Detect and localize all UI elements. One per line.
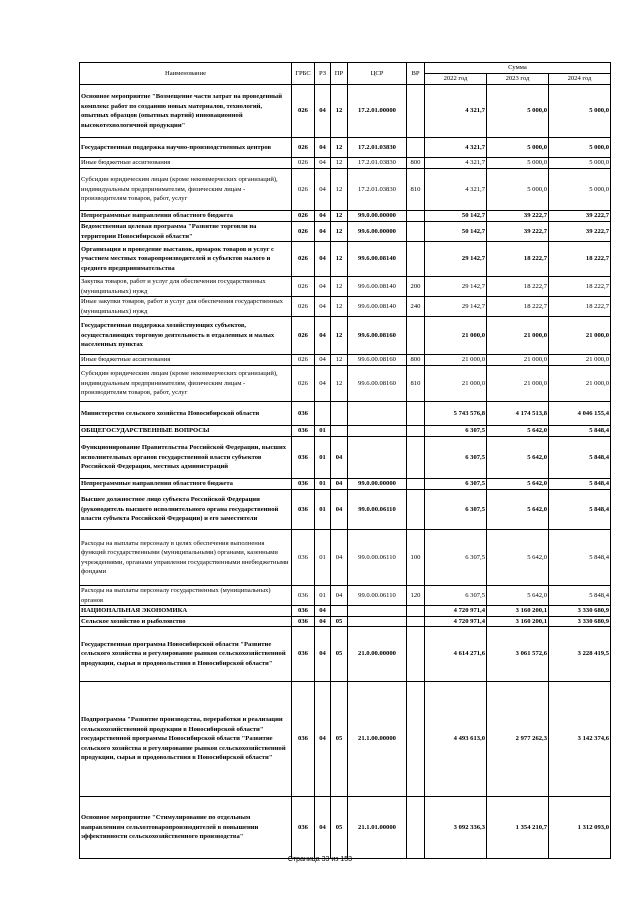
row-csr: 21.1.00.00000 — [348, 682, 407, 797]
row-rz: 04 — [315, 797, 331, 859]
row-sum-2024: 3 228 419,5 — [549, 627, 611, 682]
row-sum-2023: 5 000,0 — [487, 169, 549, 211]
row-grbs: 036 — [292, 606, 315, 617]
row-pr: 12 — [331, 297, 348, 317]
row-name: Функционирование Правительства Российской Федерации, высших исполнительных органов государственной власти субъектов Российской Федерации, местных администраций — [80, 437, 292, 479]
row-sum-2022: 21 000,0 — [425, 366, 487, 402]
row-rz: 04 — [315, 627, 331, 682]
row-pr: 12 — [331, 222, 348, 242]
row-csr — [348, 437, 407, 479]
row-grbs: 026 — [292, 242, 315, 277]
row-vr — [407, 682, 425, 797]
row-pr: 04 — [331, 530, 348, 586]
row-pr: 12 — [331, 242, 348, 277]
row-name: Субсидии юридическим лицам (кроме некоммерческих организаций), индивидуальным предпринимателям, физическим лицам - производителям товаров, работ, услуг — [80, 366, 292, 402]
row-sum-2022: 6 307,5 — [425, 437, 487, 479]
table-row — [80, 682, 611, 797]
row-sum-2023: 39 222,7 — [487, 222, 549, 242]
row-rz — [315, 402, 331, 426]
row-grbs: 036 — [292, 682, 315, 797]
table-header — [80, 63, 611, 85]
row-name: Сельское хозяйство и рыболовство — [80, 616, 292, 627]
row-pr: 12 — [331, 85, 348, 138]
row-rz: 04 — [315, 355, 331, 366]
row-grbs: 036 — [292, 490, 315, 530]
row-rz: 04 — [315, 169, 331, 211]
row-sum-2023: 5 642,0 — [487, 437, 549, 479]
row-vr — [407, 211, 425, 222]
row-name: ОБЩЕГОСУДАРСТВЕННЫЕ ВОПРОСЫ — [80, 426, 292, 437]
row-name: НАЦИОНАЛЬНАЯ ЭКОНОМИКА — [80, 606, 292, 617]
row-csr: 99.6.00.08160 — [348, 355, 407, 366]
budget-table — [79, 62, 611, 859]
page-number: Страница 33 из 153 — [287, 856, 353, 863]
row-csr — [348, 426, 407, 437]
row-sum-2024: 3 330 680,9 — [549, 616, 611, 627]
row-vr: 800 — [407, 158, 425, 169]
header-year-2023: 2023 год — [487, 74, 549, 85]
table-row — [80, 211, 611, 222]
header-name: Наименование — [80, 63, 292, 85]
header-year-2024: 2024 год — [549, 74, 611, 85]
row-rz: 01 — [315, 586, 331, 606]
row-sum-2023: 3 160 200,1 — [487, 616, 549, 627]
row-vr — [407, 222, 425, 242]
row-sum-2023: 21 000,0 — [487, 317, 549, 355]
row-rz: 04 — [315, 211, 331, 222]
header-sum: Сумма — [425, 63, 611, 74]
row-grbs: 036 — [292, 479, 315, 490]
row-sum-2023: 21 000,0 — [487, 366, 549, 402]
row-rz: 04 — [315, 158, 331, 169]
row-name: Непрограммные направления областного бюджета — [80, 479, 292, 490]
row-csr: 99.6.00.08140 — [348, 297, 407, 317]
row-sum-2024: 5 848,4 — [549, 490, 611, 530]
row-rz: 04 — [315, 616, 331, 627]
row-vr: 800 — [407, 355, 425, 366]
row-pr: 05 — [331, 616, 348, 627]
row-sum-2024: 5 848,4 — [549, 530, 611, 586]
row-sum-2023: 3 061 572,6 — [487, 627, 549, 682]
row-grbs: 026 — [292, 277, 315, 297]
table-row — [80, 402, 611, 426]
row-csr: 99.6.00.08140 — [348, 277, 407, 297]
row-sum-2022: 6 307,5 — [425, 530, 487, 586]
row-sum-2022: 5 743 576,8 — [425, 402, 487, 426]
row-sum-2024: 5 848,4 — [549, 586, 611, 606]
row-csr: 17.2.01.00000 — [348, 85, 407, 138]
row-sum-2024: 5 848,4 — [549, 437, 611, 479]
row-sum-2024: 5 848,4 — [549, 426, 611, 437]
row-sum-2024: 3 330 680,9 — [549, 606, 611, 617]
row-csr: 99.6.00.08160 — [348, 366, 407, 402]
row-vr — [407, 242, 425, 277]
row-name: Ведомственная целевая программа "Развитие торговли на территории Новосибирской области" — [80, 222, 292, 242]
table-row — [80, 530, 611, 586]
row-sum-2022: 50 142,7 — [425, 211, 487, 222]
table-row — [80, 437, 611, 479]
row-name: Государственная поддержка научно-производственных центров — [80, 138, 292, 158]
row-sum-2022: 29 142,7 — [425, 297, 487, 317]
row-sum-2024: 18 222,7 — [549, 297, 611, 317]
row-name: Расходы на выплаты персоналу государственных (муниципальных) органов — [80, 586, 292, 606]
row-pr: 04 — [331, 437, 348, 479]
row-sum-2022: 50 142,7 — [425, 222, 487, 242]
row-pr: 12 — [331, 317, 348, 355]
row-csr: 99.0.00.06110 — [348, 586, 407, 606]
row-sum-2022: 29 142,7 — [425, 242, 487, 277]
row-rz: 04 — [315, 138, 331, 158]
row-rz: 04 — [315, 682, 331, 797]
row-rz: 04 — [315, 317, 331, 355]
row-rz: 04 — [315, 366, 331, 402]
row-sum-2022: 4 321,7 — [425, 169, 487, 211]
row-name: Закупка товаров, работ и услуг для обеспечения государственных (муниципальных) нужд — [80, 277, 292, 297]
row-sum-2024: 1 312 093,0 — [549, 797, 611, 859]
row-vr: 120 — [407, 586, 425, 606]
row-csr: 99.0.00.00000 — [348, 211, 407, 222]
table-row — [80, 297, 611, 317]
row-csr: 99.0.00.06110 — [348, 530, 407, 586]
row-rz: 01 — [315, 530, 331, 586]
row-sum-2022: 3 092 336,3 — [425, 797, 487, 859]
row-sum-2022: 4 720 971,4 — [425, 616, 487, 627]
row-pr — [331, 426, 348, 437]
table-row — [80, 797, 611, 859]
header-pr: ПР — [331, 63, 348, 85]
row-grbs: 036 — [292, 616, 315, 627]
row-rz: 04 — [315, 242, 331, 277]
row-csr: 99.0.00.06110 — [348, 490, 407, 530]
row-grbs: 026 — [292, 85, 315, 138]
row-name: Непрограммные направления областного бюджета — [80, 211, 292, 222]
row-grbs: 026 — [292, 169, 315, 211]
row-vr — [407, 138, 425, 158]
row-sum-2024: 18 222,7 — [549, 277, 611, 297]
row-vr — [407, 797, 425, 859]
row-sum-2024: 39 222,7 — [549, 222, 611, 242]
row-vr — [407, 437, 425, 479]
row-vr — [407, 606, 425, 617]
row-sum-2023: 5 000,0 — [487, 85, 549, 138]
row-csr: 17.2.01.03830 — [348, 169, 407, 211]
row-sum-2023: 5 000,0 — [487, 138, 549, 158]
row-pr — [331, 402, 348, 426]
row-pr: 05 — [331, 627, 348, 682]
row-csr — [348, 402, 407, 426]
row-name: Иные бюджетные ассигнования — [80, 355, 292, 366]
row-sum-2023: 21 000,0 — [487, 355, 549, 366]
row-sum-2023: 2 977 262,3 — [487, 682, 549, 797]
row-rz: 01 — [315, 490, 331, 530]
header-grbs: ГРБС — [292, 63, 315, 85]
row-sum-2024: 5 000,0 — [549, 169, 611, 211]
row-vr: 200 — [407, 277, 425, 297]
row-vr — [407, 616, 425, 627]
row-sum-2024: 21 000,0 — [549, 317, 611, 355]
row-vr: 240 — [407, 297, 425, 317]
row-sum-2023: 3 160 200,1 — [487, 606, 549, 617]
row-name: Иные бюджетные ассигнования — [80, 158, 292, 169]
row-vr: 810 — [407, 169, 425, 211]
row-grbs: 026 — [292, 158, 315, 169]
row-rz: 04 — [315, 85, 331, 138]
row-sum-2024: 39 222,7 — [549, 211, 611, 222]
table-row — [80, 138, 611, 158]
table-row — [80, 616, 611, 627]
row-sum-2022: 4 493 613,0 — [425, 682, 487, 797]
row-sum-2022: 4 321,7 — [425, 138, 487, 158]
row-grbs: 026 — [292, 355, 315, 366]
row-grbs: 036 — [292, 586, 315, 606]
row-pr: 05 — [331, 797, 348, 859]
row-sum-2022: 6 307,5 — [425, 586, 487, 606]
row-csr: 21.0.00.00000 — [348, 627, 407, 682]
row-rz: 04 — [315, 277, 331, 297]
row-csr: 99.6.00.00000 — [348, 222, 407, 242]
row-csr: 99.6.00.08140 — [348, 242, 407, 277]
row-pr: 12 — [331, 169, 348, 211]
row-name: Высшее должностное лицо субъекта Российской Федерации (руководитель высшего исполнительного органа государственной власти субъекта Российской Федерации) и его заместители — [80, 490, 292, 530]
row-pr: 12 — [331, 158, 348, 169]
table-row — [80, 479, 611, 490]
row-pr: 12 — [331, 355, 348, 366]
row-name: Основное мероприятие "Стимулирование по отдельным направлениям сельхозтоваропроизводителей в повышении эффективности сельскохозяйственного производства" — [80, 797, 292, 859]
table-row — [80, 242, 611, 277]
row-sum-2023: 5 642,0 — [487, 426, 549, 437]
table-row — [80, 277, 611, 297]
row-pr: 12 — [331, 366, 348, 402]
row-rz: 01 — [315, 479, 331, 490]
table-row — [80, 355, 611, 366]
row-sum-2022: 21 000,0 — [425, 355, 487, 366]
table-row — [80, 586, 611, 606]
row-sum-2023: 1 354 210,7 — [487, 797, 549, 859]
table-row — [80, 317, 611, 355]
row-grbs: 026 — [292, 297, 315, 317]
row-csr: 17.2.01.03830 — [348, 138, 407, 158]
row-sum-2023: 5 642,0 — [487, 490, 549, 530]
table-row — [80, 85, 611, 138]
row-rz: 01 — [315, 426, 331, 437]
table-row — [80, 426, 611, 437]
table-row — [80, 169, 611, 211]
row-sum-2023: 18 222,7 — [487, 277, 549, 297]
row-vr — [407, 627, 425, 682]
row-name: Подпрограмма "Развитие производства, переработки и реализации сельскохозяйственной продукции в Новосибирской области" государственной программы Новосибирской области "Развитие сельского хозяйства и регулирование рынков сельскохозяйственной продукции, сырья и продовольствия в Новосибирской области" — [80, 682, 292, 797]
row-grbs: 026 — [292, 317, 315, 355]
row-sum-2023: 5 642,0 — [487, 586, 549, 606]
row-pr: 12 — [331, 211, 348, 222]
row-rz: 04 — [315, 606, 331, 617]
row-name: Основное мероприятие "Возмещение части затрат на проведенный комплекс работ по созданию новых материалов, технологий, опытных образцов (опытных партий) инновационной высокотехнологичной продукции" — [80, 85, 292, 138]
header-vr: ВР — [407, 63, 425, 85]
row-sum-2022: 29 142,7 — [425, 277, 487, 297]
row-grbs: 036 — [292, 627, 315, 682]
row-pr — [331, 606, 348, 617]
row-sum-2023: 5 000,0 — [487, 158, 549, 169]
row-name: Государственная поддержка хозяйствующих субъектов, осуществляющих торговую деятельность в отдаленных и малых населенных пунктах — [80, 317, 292, 355]
row-csr: 17.2.01.03830 — [348, 158, 407, 169]
row-name: Организация и проведение выставок, ярмарок товаров и услуг с участием местных товаропроизводителей и субъектов малого и среднего предпринимательства — [80, 242, 292, 277]
table-row — [80, 222, 611, 242]
header-year-2022: 2022 год — [425, 74, 487, 85]
row-pr: 12 — [331, 138, 348, 158]
row-vr — [407, 479, 425, 490]
row-sum-2024: 5 848,4 — [549, 479, 611, 490]
row-sum-2024: 5 000,0 — [549, 158, 611, 169]
row-grbs: 036 — [292, 797, 315, 859]
row-pr: 04 — [331, 586, 348, 606]
row-pr: 05 — [331, 682, 348, 797]
table-row — [80, 366, 611, 402]
row-csr: 99.0.00.00000 — [348, 479, 407, 490]
row-sum-2024: 5 000,0 — [549, 138, 611, 158]
row-name: Расходы на выплаты персоналу в целях обеспечения выполнения функций государственными (муниципальными) органами, казенными учреждениями, органами управления государственными внебюджетными фондами — [80, 530, 292, 586]
row-vr: 810 — [407, 366, 425, 402]
row-sum-2024: 5 000,0 — [549, 85, 611, 138]
row-sum-2023: 4 174 513,8 — [487, 402, 549, 426]
row-pr: 04 — [331, 479, 348, 490]
row-vr — [407, 490, 425, 530]
table-row — [80, 606, 611, 617]
row-csr: 99.6.00.08160 — [348, 317, 407, 355]
row-grbs: 026 — [292, 138, 315, 158]
row-sum-2023: 5 642,0 — [487, 479, 549, 490]
row-sum-2022: 21 000,0 — [425, 317, 487, 355]
row-csr: 21.1.01.00000 — [348, 797, 407, 859]
row-name: Иные закупки товаров, работ и услуг для обеспечения государственных (муниципальных) нужд — [80, 297, 292, 317]
table-row — [80, 627, 611, 682]
row-grbs: 036 — [292, 402, 315, 426]
row-pr: 04 — [331, 490, 348, 530]
row-grbs: 026 — [292, 222, 315, 242]
row-rz: 01 — [315, 437, 331, 479]
table-row — [80, 490, 611, 530]
row-sum-2022: 4 321,7 — [425, 158, 487, 169]
row-rz: 04 — [315, 297, 331, 317]
row-sum-2023: 18 222,7 — [487, 297, 549, 317]
row-vr: 100 — [407, 530, 425, 586]
row-vr — [407, 402, 425, 426]
row-sum-2022: 6 307,5 — [425, 426, 487, 437]
header-rz: РЗ — [315, 63, 331, 85]
row-grbs: 036 — [292, 426, 315, 437]
row-name: Субсидии юридическим лицам (кроме некоммерческих организаций), индивидуальным предпринимателям, физическим лицам - производителям товаров, работ, услуг — [80, 169, 292, 211]
row-sum-2024: 21 000,0 — [549, 355, 611, 366]
row-sum-2024: 4 046 155,4 — [549, 402, 611, 426]
row-vr — [407, 317, 425, 355]
row-grbs: 026 — [292, 211, 315, 222]
table-body — [80, 85, 611, 859]
table-row — [80, 158, 611, 169]
row-sum-2022: 4 720 971,4 — [425, 606, 487, 617]
row-sum-2024: 18 222,7 — [549, 242, 611, 277]
row-name: Государственная программа Новосибирской области "Развитие сельского хозяйства и регулирование рынков сельскохозяйственной продукции, сырья и продовольствия в Новосибирской области" — [80, 627, 292, 682]
row-csr — [348, 606, 407, 617]
row-rz: 04 — [315, 222, 331, 242]
row-grbs: 026 — [292, 366, 315, 402]
row-grbs: 036 — [292, 437, 315, 479]
row-csr — [348, 616, 407, 627]
row-sum-2023: 39 222,7 — [487, 211, 549, 222]
row-name: Министерство сельского хозяйства Новосибирской области — [80, 402, 292, 426]
row-sum-2022: 4 614 271,6 — [425, 627, 487, 682]
row-sum-2022: 6 307,5 — [425, 479, 487, 490]
row-grbs: 036 — [292, 530, 315, 586]
row-sum-2023: 18 222,7 — [487, 242, 549, 277]
row-sum-2023: 5 642,0 — [487, 530, 549, 586]
row-sum-2024: 21 000,0 — [549, 366, 611, 402]
header-csr: ЦСР — [348, 63, 407, 85]
row-sum-2022: 6 307,5 — [425, 490, 487, 530]
row-vr — [407, 426, 425, 437]
row-pr: 12 — [331, 277, 348, 297]
row-sum-2022: 4 321,7 — [425, 85, 487, 138]
row-vr — [407, 85, 425, 138]
row-sum-2024: 3 142 374,6 — [549, 682, 611, 797]
